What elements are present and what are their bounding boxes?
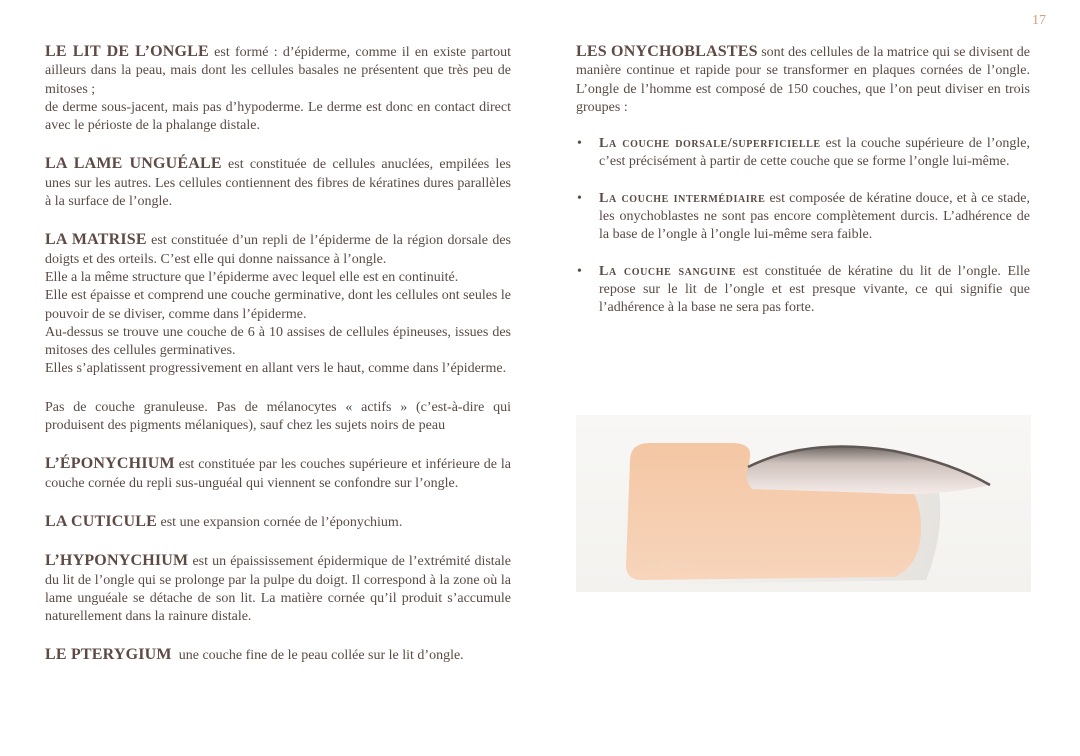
nail-layers-illustration — [576, 415, 1031, 592]
list-item-text: est constituée de kératine du lit de l’ongle. Elle repose sur le lit de l’ongle et est presque vivante, ce qui signifie que l’adhérence à la base ne sera pas forte. — [599, 263, 1030, 316]
bullet-icon: • — [577, 190, 582, 206]
text-couche-granuleuse: Pas de couche granuleuse. Pas de mélanocytes « actifs » (c’est-à-dire qui produisent des pigments mélaniques), sauf chez les sujets noirs de peau — [45, 399, 511, 434]
text-lit-de-longle: est formé : d’épiderme, comme il en existe partout ailleurs dans la peau, mais dont les cellules basales ne présentent que très peu de mitoses ; — [45, 45, 512, 97]
text-matrise-5: Elles s’aplatissent progressivement en allant vers le haut, comme dans l’épiderme. — [45, 361, 507, 377]
bullet-icon: • — [577, 136, 582, 152]
section-matrise — [45, 231, 511, 378]
text-onychoblastes: sont des cellules de la matrice qui se divisent de manière continue et rapide pour se transformer en plaques cornées de l’ongle. L’ongle de l’homme est composé de 150 couches, que l’on peut diviser en trois groupes : — [576, 45, 1030, 115]
page-number: 17 — [1032, 13, 1046, 28]
heading-lit-de-longle: LE LIT DE L’ONGLE — [45, 43, 209, 60]
heading-hyponychium: L’HYPONYCHIUM — [45, 552, 189, 570]
text-matrise-2: Elle a la même structure que l’épiderme avec lequel elle est en continuité. — [45, 269, 459, 285]
list-item-couche-sanguine — [576, 263, 1030, 318]
heading-onychoblastes: LES ONYCHOBLASTES — [576, 43, 758, 60]
text-matrise-3: Elle est épaisse et comprend une couche germinative, dont les cellules ont seules le pouvoir de se diviser, comme dans l’épiderme. — [45, 288, 511, 322]
section-lame-ungueale — [45, 155, 511, 211]
heading-matrise: LA MATRISE — [45, 231, 147, 249]
list-item-text: est composée de kératine douce, et à ce stade, les onychoblastes ne sont pas encore complètement durcis. L’adhérence de la base de l’ongle à l’ongle lui-même sera faible. — [599, 190, 1030, 243]
section-pterygium — [45, 646, 511, 665]
section-cuticule — [45, 513, 511, 532]
bullet-icon: • — [577, 263, 582, 279]
list-item-couche-intermediaire — [576, 190, 1030, 245]
text-matrise-4: Au-dessus se trouve une couche de 6 à 10 assises de cellules épineuses, issues des mitoses des cellules germinatives. — [45, 324, 511, 359]
text-lame-ungueale: est constituée de cellules anuclées, empilées les unes sur les autres. Les cellules contiennent des fibres de kératines dures parallèles à la surface de l’ongle. — [45, 157, 511, 210]
text-eponychium: est constituée par les couches supérieure et inférieure de la couche cornée du repli sus-unguéal qui viennent se confondre sur l’ongle. — [45, 457, 511, 491]
text-matrise: est constituée d’un repli de l’épiderme de la région dorsale des doigts et des orteils. C’est elle qui donne naissance à l’ongle. — [45, 233, 511, 267]
section-hyponychium — [45, 552, 511, 626]
list-item-heading: La couche dorsale/superficielle — [599, 136, 821, 152]
text-cuticule: est une expansion cornée de l’éponychium. — [157, 514, 403, 530]
text-pterygium: une couche fine de le peau collée sur le lit d’ongle. — [171, 648, 464, 664]
section-couche-granuleuse — [45, 399, 511, 436]
heading-pterygium: LE PTERYGIUM — [45, 646, 172, 664]
watermark: @nail_olesya — [646, 560, 695, 569]
section-onychoblastes — [576, 43, 1030, 117]
text-lit-de-longle-2: de derme sous-jacent, mais pas d’hypoderme. Le derme est donc en contact direct avec le périoste de la phalange distale. — [45, 99, 511, 134]
list-item-heading: La couche sanguine — [599, 263, 737, 279]
section-lit-de-longle — [45, 43, 511, 135]
layers-list — [576, 135, 1030, 317]
right-column — [576, 43, 1030, 336]
text-hyponychium: est un épaississement épidermique de l’extrémité distale du lit de l’ongle qui se prolonge par la pulpe du doigt. Il correspond à la zone où la lame unguéale se détache de son lit. La matière cornée qu’il produit s’accumule naturellement dans la rainure distale. — [45, 554, 511, 625]
heading-lame-ungueale: LA LAME UNGUÉALE — [45, 155, 222, 173]
left-column — [45, 43, 511, 686]
section-eponychium — [45, 455, 511, 493]
list-item-couche-dorsale — [576, 135, 1030, 172]
heading-cuticule: LA CUTICULE — [45, 512, 158, 530]
nail-cross-section-drawing — [576, 415, 1031, 592]
list-item-heading: La couche intermédiaire — [599, 190, 766, 206]
list-item-text: est la couche supérieure de l’ongle, c’est précisément à partir de cette couche que se forme l’ongle lui-même. — [599, 136, 1030, 170]
heading-eponychium: L’ÉPONYCHIUM — [45, 455, 175, 473]
